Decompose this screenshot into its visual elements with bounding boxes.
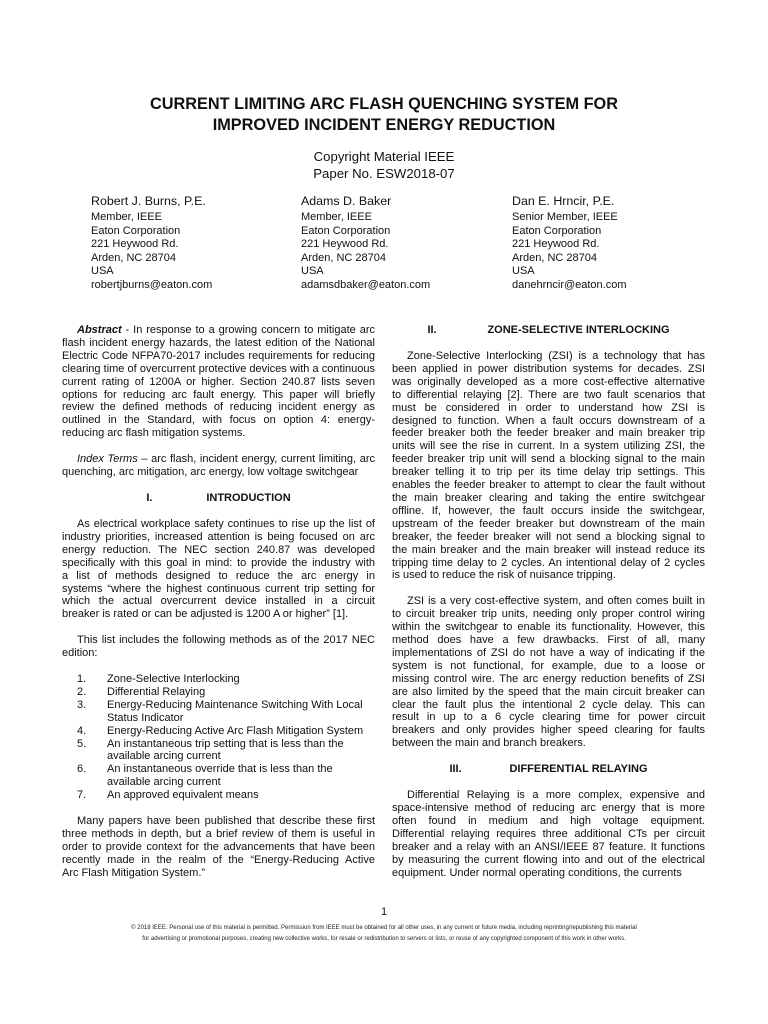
abstract-label: Abstract: [77, 324, 122, 336]
text-line: Zone-Selective Interlocking (ZSI) is a technology that has: [407, 350, 705, 362]
text-line: the main breaker clearing and taking the entire switchgear: [392, 491, 705, 504]
intro-paragraph-2: This list includes the following methods as of the 2017 NEC edition:: [62, 634, 375, 660]
text-line: designed to function. When a fault occurs downstream of a: [392, 414, 705, 427]
author-organization: Eaton Corporation: [91, 224, 181, 237]
author-membership: Member, IEEE: [301, 211, 372, 223]
text-line: clear the fault plus the intentional 2 cycle delay. This can: [392, 698, 705, 711]
text-line: by measuring the current flowing into and out of the electrical: [392, 853, 705, 866]
text-line: enables the feeder breaker to attempt to clear the fault without: [392, 479, 705, 492]
text-line: Differential relaying requires three additional CTs per circuit: [392, 827, 705, 840]
text-line: Arc Flash Mitigation System.”: [62, 866, 206, 879]
author-email: danehrncir@eaton.com: [512, 278, 627, 291]
method-number: 2.: [77, 685, 87, 698]
copyright-line: Copyright Material IEEE: [313, 149, 455, 164]
text-line: Differential Relaying is a more complex, expensive and: [407, 789, 705, 802]
method-item: [62, 699, 375, 725]
method-text: Energy-Reducing Active Arc Flash Mitigation System: [107, 724, 364, 737]
text-line: As electrical workplace safety continues to rise up the list of: [77, 517, 375, 530]
zsi-paragraph-1: [392, 350, 705, 582]
title-line-2: IMPROVED INCIDENT ENERGY REDUCTION: [212, 116, 556, 134]
text-line: was originally developed as a more cost-effective alternative: [392, 375, 705, 388]
section-number: I.: [146, 491, 153, 504]
intro-paragraph-3: [62, 815, 375, 880]
text-line: order to provide context for the advancements that have been: [62, 840, 375, 853]
text-line: energy reduction. The NEC section 240.87 was developed: [62, 543, 375, 556]
text-line: between the main and branch breakers.: [392, 737, 586, 750]
method-number: 4.: [77, 724, 87, 737]
method-text: An instantaneous override that is less than the available arcing current: [107, 763, 333, 789]
differential-paragraph-1: [392, 789, 705, 879]
method-number: 1.: [77, 673, 87, 686]
method-number: 5.: [77, 737, 87, 750]
method-text: An instantaneous trip setting that is less than the available arcing current: [107, 737, 344, 763]
method-number: 3.: [77, 698, 87, 711]
text-line: space-intensive method of reducing arc energy that is more: [392, 802, 705, 815]
text-line: often found in medium and high voltage equipment.: [392, 815, 705, 827]
method-text: Differential Relaying: [107, 685, 206, 698]
index-terms: [62, 453, 375, 479]
author-country: USA: [91, 265, 114, 277]
page-number: 1: [380, 906, 388, 918]
text-line: industry priorities, increased attention is being focused on arc: [62, 530, 375, 543]
author-address: 221 Heywood Rd.: [91, 238, 179, 250]
section-number: II.: [427, 324, 437, 336]
method-item: [62, 673, 375, 686]
text-line: recently made in the realm of the “Energy-Reducing Active: [62, 853, 375, 866]
text-line: implementations of ZSI do not have a way of indicating if the: [392, 646, 705, 659]
abstract: [62, 324, 375, 440]
section-number: III.: [449, 763, 462, 776]
text-line: a list of methods designed to reduce the arc energy in: [62, 569, 375, 582]
text-line: system is not functional, for example, due to a loose or: [392, 659, 705, 672]
author-membership: Member, IEEE: [91, 211, 162, 223]
section-title: ZONE-SELECTIVE INTERLOCKING: [487, 324, 670, 336]
copyright-notice-line-1: © 2018 IEEE. Personal use of this material is permitted. Permission from IEEE must be obtained for all other uses, in any current or future media, including reprinting/republishing this material: [131, 925, 637, 931]
abstract-text: - In response to a growing concern to mitigate arc flash incident energy hazards, the latest edition of the National Electric Code NFPA70-2017 includes requirements for reducing clearing time of overcurrent protective devices with a continuous current rating of 1200A or higher. Section 240.87 lists seven options for reducing arc fault energy. This paper will briefly review the defined methods of reducing incident energy as outlined in the Standard, with focus on option 4: energy-reducing arc flash mitigation systems.: [62, 324, 375, 440]
zsi-paragraph-2: [392, 595, 705, 750]
text-line: result in up to a 6 cycle clearing time for power circuit: [392, 711, 705, 724]
copyright-notice: [70, 923, 698, 945]
method-text: An approved equivalent means: [107, 789, 259, 802]
text-line: breaker, the feeder breaker will not send a blocking signal to: [392, 530, 705, 543]
text-line: been applied in power distribution systems for decades. ZSI: [392, 362, 705, 375]
author-city: Arden, NC 28704: [301, 251, 386, 264]
author-email: adamsdbaker@eaton.com: [301, 278, 431, 291]
section-heading-introduction: [62, 492, 375, 505]
text-line: which the actual overcurrent device installed in a circuit: [62, 595, 375, 608]
paper-number: Paper No. ESW2018-07: [313, 166, 455, 181]
text-line: breaker telling it to trip per its time delay trip settings. This: [392, 466, 705, 479]
intro-paragraph-1: [62, 518, 375, 621]
index-terms-label: Index Terms: [77, 453, 138, 466]
author-city: Arden, NC 28704: [91, 251, 176, 264]
author-3: [512, 193, 722, 292]
index-terms-text: – arc flash, incident energy, current limiting, arc quenching, arc mitigation, arc energy, low voltage switchgear: [62, 453, 376, 479]
text-line: missing control wire. The arc energy reduction benefits of ZSI: [392, 672, 705, 685]
text-line: to circuit breaker trip units, needing only proper control wiring: [392, 608, 705, 621]
text-line: to differential relaying [2]. There are two fault scenarios that: [392, 388, 705, 401]
text-line: breaker and a relay with an ANSI/IEEE 87 feature. It functions: [392, 840, 705, 853]
text-line: units will see the rise in current. In a system utilizing ZSI, the: [392, 440, 705, 453]
author-2: [301, 193, 511, 292]
text-line: ZSI is a very cost-effective system, and often comes built in: [407, 595, 705, 608]
author-organization: Eaton Corporation: [301, 224, 391, 237]
author-country: USA: [512, 265, 535, 277]
author-address: 221 Heywood Rd.: [301, 238, 389, 250]
text-line: three methods in depth, but a brief review of them is useful in: [62, 828, 375, 840]
author-country: USA: [301, 265, 324, 277]
method-text: Energy-Reducing Maintenance Switching With Local Status Indicator: [107, 698, 363, 724]
text-line: equipment. Under normal operating conditions, the currents: [392, 866, 682, 879]
text-line: upstream of the feeder breaker but downstream of the main: [392, 517, 705, 530]
text-line: must be considered in order to understand how ZSI is: [392, 401, 705, 414]
text-line: within the switchgear to enable its functionality. However, this: [392, 621, 705, 634]
author-email: robertjburns@eaton.com: [91, 278, 213, 291]
text-line: offline. If, however, the fault occurs inside the switchgear,: [392, 504, 705, 517]
author-name: Adams D. Baker: [301, 194, 392, 208]
text-line: breakers and only provides higher speed clearing for faults: [392, 724, 705, 737]
title-line-1: CURRENT LIMITING ARC FLASH QUENCHING SYSTEM FOR: [150, 95, 618, 113]
text-line: method does have a few drawbacks. First of all, many: [392, 634, 705, 647]
copyright-notice-line-2: for advertising or promotional purposes, creating new collective works, for resale or redistribution to servers or lists, or reuse of any copyrighted component of this work in other works.: [142, 936, 626, 942]
author-organization: Eaton Corporation: [512, 224, 602, 237]
right-column: [392, 324, 705, 880]
method-number: 7.: [77, 789, 87, 802]
text-line: specifically with this goal in mind: to provide the industry with: [62, 556, 375, 569]
section-heading-differential-relaying: [392, 763, 705, 776]
paper-title: [60, 94, 708, 136]
author-1: [91, 193, 301, 292]
section-title: INTRODUCTION: [206, 491, 291, 504]
method-item: [62, 738, 375, 764]
method-text: Zone-Selective Interlocking: [107, 673, 240, 686]
method-item: [62, 725, 375, 738]
text-line: is used to reduce the risk of nuisance tripping.: [392, 569, 616, 582]
method-number: 6.: [77, 763, 87, 776]
text-line: feeder breaker trip unit will send a blocking signal to the main: [392, 453, 705, 466]
author-membership: Senior Member, IEEE: [512, 211, 618, 223]
method-item: [62, 789, 375, 802]
author-name: Robert J. Burns, P.E.: [91, 194, 206, 208]
section-heading-zsi: [392, 324, 705, 337]
author-address: 221 Heywood Rd.: [512, 238, 600, 250]
left-column: [62, 324, 375, 880]
method-item: [62, 686, 375, 699]
copyright-block: [200, 148, 568, 182]
text-line: Many papers have been published that describe these first: [77, 815, 375, 828]
text-line: are also limited by the speed that the main circuit breaker can: [392, 685, 705, 698]
author-city: Arden, NC 28704: [512, 251, 597, 264]
methods-list: [62, 673, 375, 802]
author-name: Dan E. Hrncir, P.E.: [512, 194, 615, 208]
text-line: the main breaker and the main breaker will instead reduce its: [392, 543, 705, 556]
text-line: systems “where the highest continuous current trip setting for: [62, 582, 375, 595]
method-item: [62, 763, 375, 789]
text-line: breaker is rated or can be adjusted is 1200 A or higher” [1].: [62, 608, 349, 621]
text-line: tripping time delay to 2 cycles. An intentional delay of 2 cycles: [392, 556, 705, 569]
section-title: DIFFERENTIAL RELAYING: [509, 763, 648, 776]
text-line: feeder breaker both the feeder breaker and main breaker trip: [392, 427, 705, 440]
